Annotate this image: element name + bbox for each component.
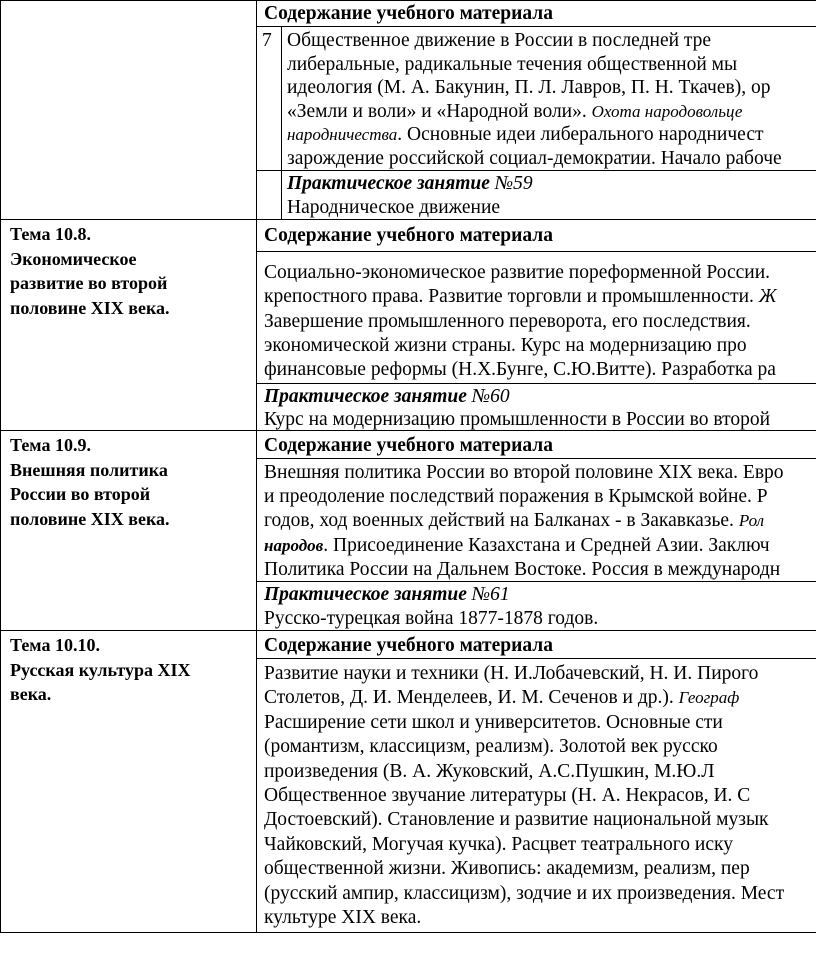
practical-text: Курс на модернизацию промышленности в России во второй <box>264 409 771 430</box>
content-text: Общественное движение в России в последней тре <box>287 30 712 51</box>
topic-title-line: Экономическое <box>10 248 137 269</box>
content-text: Охота народовольце <box>591 101 743 121</box>
content-header: Содержание учебного материала <box>264 635 553 656</box>
practical-number: №61 <box>471 584 510 605</box>
topic-title-line: половине XIX века. <box>10 508 170 529</box>
topic-title-line: Тема 10.9. <box>10 435 91 455</box>
content-line <box>264 784 750 808</box>
content-line <box>264 686 739 710</box>
content-text: общественной жизни. Живопись: академизм, реализм, пер <box>264 858 750 880</box>
content-text: культуре XIX века. <box>264 907 422 928</box>
content-text: народов <box>264 535 324 555</box>
content-text: Завершение промышленного переворота, его последствия. <box>264 310 751 332</box>
content-header: Содержание учебного материала <box>264 3 553 24</box>
content-text: годов, ход военных действий на Балканах - в Закавказье. <box>264 510 739 532</box>
content-line <box>287 147 782 171</box>
table-border-left <box>0 0 1 932</box>
row-divider <box>256 658 816 659</box>
practical-label: Практическое занятие <box>287 173 490 194</box>
practical-heading <box>264 583 510 607</box>
content-line <box>287 100 742 124</box>
content-text: Общественное звучание литературы (Н. А. Некрасов, И. С <box>264 785 751 806</box>
content-line <box>287 29 711 53</box>
table-border-top <box>0 0 816 1</box>
content-text: народничества <box>287 125 398 144</box>
content-text: (романтизм, классицизм, реализм). Золотой век русско <box>264 736 718 758</box>
content-line <box>264 558 780 582</box>
content-line <box>264 358 776 382</box>
topic-title-line: России во второй <box>10 484 151 504</box>
topic-title <box>10 433 170 531</box>
content-line <box>264 534 770 558</box>
practical-number: №60 <box>471 386 510 407</box>
content-line <box>264 261 770 285</box>
topic-title <box>10 222 170 320</box>
content-text: Расширение сети школ и университетов. Основные сти <box>264 711 723 733</box>
content-line <box>264 711 723 735</box>
practical-label: Практическое занятие <box>264 386 467 407</box>
content-line <box>264 285 777 309</box>
content-line <box>264 857 750 881</box>
content-text: экономической жизни страны. Курс на модернизацию про <box>264 334 747 356</box>
topic-title-line: Тема 10.10. <box>10 635 100 655</box>
content-text: и преодоление последствий поражения в Крымской войне. Р <box>264 486 768 508</box>
row-divider <box>256 458 816 459</box>
content-line <box>264 882 784 906</box>
practical-heading <box>287 172 533 196</box>
content-text: «Земли и воли» и «Народной воли». <box>287 100 592 122</box>
content-line <box>264 334 747 358</box>
content-line <box>264 906 421 930</box>
content-text: либеральные, радикальные течения общественной мы <box>287 53 738 75</box>
content-line <box>287 76 770 100</box>
content-text: Достоевский). Становление и развитие национальной музык <box>264 809 769 831</box>
content-text: Ж <box>758 286 777 308</box>
content-line <box>264 760 714 784</box>
content-header: Содержание учебного материала <box>264 225 553 246</box>
content-text: финансовые реформы (Н.Х.Бунге, С.Ю.Витте). Разработка ра <box>264 359 776 381</box>
topic-title-line: Внешняя политика <box>10 459 168 480</box>
topic-title <box>10 633 190 707</box>
number-column-divider <box>281 26 282 219</box>
content-text: Столетов, Д. И. Менделеев, И. М. Сеченов и др.). <box>264 687 679 709</box>
content-text: . Присоединение Казахстана и Средней Азии. Заключ <box>323 534 770 556</box>
content-line <box>264 735 718 759</box>
content-line <box>264 310 751 334</box>
content-text: крепостного права. Развитие торговли и промышленности. <box>264 286 759 308</box>
row-divider <box>256 26 816 27</box>
practical-text: Народническое движение <box>287 197 501 218</box>
practical-heading <box>264 385 510 409</box>
content-line <box>264 485 768 509</box>
content-line <box>264 833 733 857</box>
content-line <box>287 53 737 77</box>
content-text: идеология (М. А. Бакунин, П. Л. Лавров, П. Н. Ткачев), ор <box>287 77 771 98</box>
practical-label: Практическое занятие <box>264 584 467 605</box>
content-text: Внешняя политика России во второй половине XIX века. Евро <box>264 462 784 483</box>
content-text: Социально-экономическое развитие пореформенной России. <box>264 262 771 283</box>
content-text: Чайковский, Могучая кучка). Расцвет театрального иску <box>264 833 733 855</box>
topic-title-line: Русская культура XIX <box>10 659 191 680</box>
content-text: Рол <box>738 511 765 531</box>
content-line <box>264 509 764 533</box>
content-text: (русский ампир, классицизм), зодчие и их произведения. Мест <box>264 882 785 904</box>
content-line <box>264 808 769 832</box>
item-number: 7 <box>262 30 272 51</box>
topic-title-line: половине XIX века. <box>10 297 170 318</box>
content-text: . Основные идеи либерального народничест <box>397 124 764 145</box>
topic-title-line: века. <box>10 684 52 704</box>
topic-title-line: развитие во второй <box>10 273 168 293</box>
column-divider <box>256 0 257 932</box>
content-header: Содержание учебного материала <box>264 435 553 456</box>
row-divider <box>256 251 816 252</box>
practical-number: №59 <box>494 173 533 194</box>
content-line <box>264 662 758 686</box>
content-line <box>287 123 764 147</box>
practical-text: Русско-турецкая война 1877-1878 годов. <box>264 608 599 629</box>
content-text: произведения (В. А. Жуковский, А.С.Пушкин, М.Ю.Л <box>264 760 715 782</box>
row-divider <box>256 383 816 384</box>
content-text: зарождение российской социал-демократии. Начало рабоче <box>287 147 782 169</box>
content-text: Развитие науки и техники (Н. И.Лобачевский, Н. И. Пирого <box>264 663 759 684</box>
content-text: Географ <box>678 688 740 708</box>
topic-title-line: Тема 10.8. <box>10 224 91 244</box>
content-line <box>264 461 784 485</box>
table-border-bottom <box>0 932 816 933</box>
content-text: Политика России на Дальнем Востоке. Россия в международн <box>264 558 781 580</box>
